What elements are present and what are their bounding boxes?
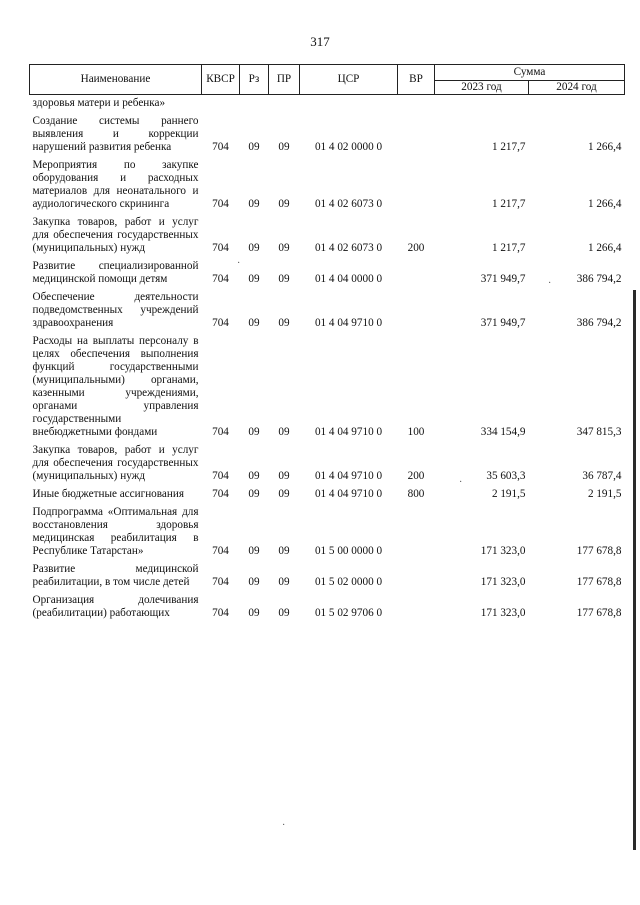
row-vr: 200 (407, 242, 425, 254)
row-amount-2023: 1 217,7 (491, 242, 526, 254)
row-amount-2023: 371 949,7 (480, 317, 526, 329)
row-vr (398, 558, 435, 589)
table-row (30, 110, 625, 154)
row-name (30, 110, 202, 154)
row-amount-2024: 177 678,8 (576, 545, 622, 557)
row-csr: 01 5 02 0000 0 (314, 576, 383, 588)
header-kvsr: КВСР (202, 65, 240, 95)
row-csr: 01 4 04 9710 0 (314, 426, 383, 438)
row-amount-2024: 386 794,2 (576, 317, 622, 329)
table-row (30, 286, 625, 330)
row-amount-2024: 386 794,2 (576, 273, 622, 285)
row-name-text: Мероприятия по закупке оборудования и расходных материалов для неонатального и аудиологического скрининга (32, 159, 199, 210)
row-pr: 09 (278, 488, 290, 500)
scan-speck: · (237, 258, 241, 269)
row-pr: 09 (278, 198, 290, 210)
scan-speck: · (548, 278, 552, 289)
row-rz: 09 (248, 141, 260, 153)
row-rz: 09 (248, 488, 260, 500)
row-name-text: Подпрограмма «Оптимальная для восстановления здоровья медицинская реабилитация в Республике Татарстан» (32, 506, 199, 557)
table-row (30, 501, 625, 558)
row-rz: 09 (248, 576, 260, 588)
header-csr: ЦСР (300, 65, 398, 95)
row-csr: 01 4 04 9710 0 (314, 488, 383, 500)
scan-edge-shadow (633, 290, 636, 850)
row-name-text: Создание системы раннего выявления и коррекции нарушений развития ребенка (32, 115, 199, 153)
row-amount-2023: 171 323,0 (480, 545, 526, 557)
table-row (30, 589, 625, 620)
row-rz: 09 (248, 426, 260, 438)
row-amount-2023: 171 323,0 (480, 607, 526, 619)
row-amount-2023: 1 217,7 (491, 198, 526, 210)
row-vr (398, 501, 435, 558)
header-year-2024: 2024 год (529, 81, 625, 95)
row-kvsr: 704 (212, 273, 229, 285)
header-rz: Рз (240, 65, 269, 95)
row-vr (398, 255, 435, 286)
row-pr: 09 (278, 141, 290, 153)
row-amount-2024: 2 191,5 (587, 488, 622, 500)
table-row (30, 558, 625, 589)
table-row (30, 154, 625, 211)
row-kvsr: 704 (212, 488, 229, 500)
row-kvsr: 704 (212, 242, 229, 254)
scan-speck: · (459, 477, 463, 488)
row-pr: 09 (278, 426, 290, 438)
row-name (30, 589, 202, 620)
table-row (30, 211, 625, 255)
table-row (30, 483, 625, 501)
row-pr: 09 (278, 317, 290, 329)
continuation-text: здоровья матери и ребенка» (32, 97, 166, 109)
row-rz: 09 (248, 317, 260, 329)
row-rz: 09 (248, 273, 260, 285)
row-kvsr: 704 (212, 470, 229, 482)
row-name (30, 255, 202, 286)
row-kvsr: 704 (212, 607, 229, 619)
row-name (30, 211, 202, 255)
row-name (30, 330, 202, 439)
row-amount-2024: 36 787,4 (582, 470, 622, 482)
row-vr: 100 (407, 426, 425, 438)
row-vr: 800 (407, 488, 425, 500)
row-csr: 01 4 02 6073 0 (314, 242, 383, 254)
row-vr (398, 286, 435, 330)
header-name: Наименование (30, 65, 202, 95)
header-year-2023: 2023 год (435, 81, 529, 95)
row-rz: 09 (248, 607, 260, 619)
row-pr: 09 (278, 607, 290, 619)
budget-table (29, 64, 625, 620)
row-rz: 09 (248, 198, 260, 210)
row-csr: 01 4 04 9710 0 (314, 470, 383, 482)
row-amount-2023: 371 949,7 (480, 273, 526, 285)
row-amount-2024: 1 266,4 (587, 198, 622, 210)
row-csr: 01 5 00 0000 0 (314, 545, 383, 557)
header-pr: ПР (269, 65, 300, 95)
row-rz: 09 (248, 470, 260, 482)
row-kvsr: 704 (212, 426, 229, 438)
row-kvsr: 704 (212, 317, 229, 329)
row-name-text: Организация долечивания (реабилитации) работающих (32, 594, 199, 619)
row-name (30, 558, 202, 589)
row-name (30, 439, 202, 483)
row-vr (398, 589, 435, 620)
table-body (30, 95, 625, 621)
row-amount-2023: 171 323,0 (480, 576, 526, 588)
row-amount-2024: 177 678,8 (576, 607, 622, 619)
row-name-text: Развитие медицинской реабилитации, в том числе детей (32, 563, 199, 588)
header-sum: Сумма (435, 65, 625, 81)
row-pr: 09 (278, 576, 290, 588)
row-rz: 09 (248, 242, 260, 254)
row-rz: 09 (248, 545, 260, 557)
row-name (30, 286, 202, 330)
row-csr: 01 4 04 0000 0 (314, 273, 383, 285)
row-amount-2024: 1 266,4 (587, 242, 622, 254)
row-kvsr: 704 (212, 545, 229, 557)
row-name-text: Обеспечение деятельности подведомственных учреждений здравоохранения (32, 291, 199, 329)
row-name-text: Расходы на выплаты персоналу в целях обеспечения выполнения функций государственными (муниципальными) органами, казенными учреждениями, органами управления государственными внебюджетными фондами (32, 335, 199, 438)
table-row (30, 439, 625, 483)
header-vr: ВР (398, 65, 435, 95)
row-vr: 200 (407, 470, 425, 482)
row-kvsr: 704 (212, 198, 229, 210)
row-pr: 09 (278, 545, 290, 557)
row-pr: 09 (278, 242, 290, 254)
row-csr: 01 4 02 6073 0 (314, 198, 383, 210)
row-amount-2024: 1 266,4 (587, 141, 622, 153)
row-kvsr: 704 (212, 576, 229, 588)
row-amount-2024: 347 815,3 (576, 426, 622, 438)
row-amount-2023: 35 603,3 (486, 470, 526, 482)
table-row (30, 255, 625, 286)
page-number: 317 (310, 34, 330, 49)
continuation-row (30, 95, 625, 111)
row-amount-2023: 1 217,7 (491, 141, 526, 153)
row-pr: 09 (278, 470, 290, 482)
row-name-text: Закупка товаров, работ и услуг для обеспечения государственных (муниципальных) нужд (32, 444, 199, 482)
row-pr: 09 (278, 273, 290, 285)
row-kvsr: 704 (212, 141, 229, 153)
row-csr: 01 4 02 0000 0 (314, 141, 383, 153)
row-vr (398, 154, 435, 211)
row-vr (398, 110, 435, 154)
row-amount-2023: 2 191,5 (491, 488, 526, 500)
scan-speck: · (282, 820, 286, 831)
row-name (30, 483, 202, 501)
row-amount-2024: 177 678,8 (576, 576, 622, 588)
row-csr: 01 4 04 9710 0 (314, 317, 383, 329)
row-name-text: Развитие специализированной медицинской помощи детям (32, 260, 199, 285)
table-row (30, 330, 625, 439)
row-name (30, 501, 202, 558)
row-csr: 01 5 02 9706 0 (314, 607, 383, 619)
row-name-text: Закупка товаров, работ и услуг для обеспечения государственных (муниципальных) нужд (32, 216, 199, 254)
row-name (30, 154, 202, 211)
row-amount-2023: 334 154,9 (480, 426, 526, 438)
row-name-text: Иные бюджетные ассигнования (32, 488, 184, 500)
